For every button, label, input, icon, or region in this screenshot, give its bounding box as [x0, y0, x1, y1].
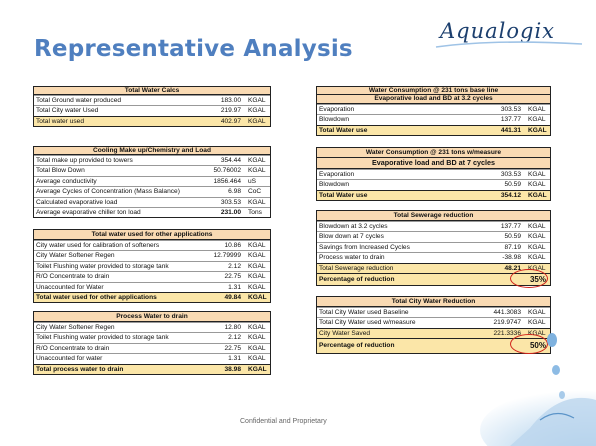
- highlight-circle: [510, 269, 548, 288]
- table-row: City water used for calibration of softeners 10.86 KGAL: [34, 240, 270, 250]
- table-row: Total City Water used w/measure 219.9747 KGAL: [317, 317, 550, 327]
- table-row: City Water Softener Regen 12.79999 KGAL: [34, 250, 270, 260]
- table-row: Blow down at 7 cycles 50.59 KGAL: [317, 231, 550, 241]
- table-title: Water Consumption @ 231 tons w/measure: [317, 148, 550, 158]
- table-row: Unaccounted for water 1.31 KGAL: [34, 353, 270, 363]
- percentage-value: 50%: [529, 341, 546, 351]
- slide-title: Representative Analysis: [34, 36, 353, 62]
- table-row: Average evaporative chiller ton load 231.00 Tons: [34, 207, 270, 217]
- table-row: Total City water Used 219.97 KGAL: [34, 105, 270, 115]
- table-title: Total Sewerage reduction: [317, 211, 550, 221]
- logo-swoosh-icon: [434, 38, 584, 50]
- table-title: Cooling Make up/Chemistry and Load: [34, 147, 270, 155]
- table-title: Water Consumption @ 231 tons base line: [317, 87, 550, 95]
- percentage-row: Percentage of reduction 50%: [317, 338, 550, 353]
- table-title: Total Water Calcs: [34, 87, 270, 95]
- cooling-makeup-table: [33, 146, 271, 218]
- total-row: City Water Saved 221.3336 KGAL: [317, 328, 550, 338]
- total-row: Total water used 402.97 KGAL: [34, 116, 270, 126]
- footer-text: Confidential and Proprietary: [240, 418, 327, 425]
- table-row: Blowdown at 3.2 cycles 137.77 KGAL: [317, 221, 550, 231]
- table-row: Calculated evaporative load 303.53 KGAL: [34, 197, 270, 207]
- other-applications-table: [33, 229, 271, 303]
- total-row: Total water used for other applications 49.84 KGAL: [34, 292, 270, 302]
- table-row: Blowdown 50.59 KGAL: [317, 179, 550, 189]
- total-row: Total Sewerage reduction 48.21 KGAL: [317, 263, 550, 273]
- table-row: R/O Concentrate to drain 22.75 KGAL: [34, 343, 270, 353]
- table-row: Toilet Flushing water provided to storage tank 2.12 KGAL: [34, 332, 270, 342]
- table-subtitle: Evaporative load and BD at 7 cycles: [317, 158, 550, 169]
- table-title: Total City Water Reduction: [317, 297, 550, 307]
- total-water-calcs-table: [33, 86, 271, 127]
- company-logo: [434, 16, 584, 50]
- table-title: Process Water to drain: [34, 312, 270, 322]
- water-splash-image: [470, 300, 596, 446]
- total-row: Total Water use 354.12 KGAL: [317, 190, 550, 200]
- table-row: Savings from Increased Cycles 87.19 KGAL: [317, 242, 550, 252]
- table-row: Blowdown 137.77 KGAL: [317, 114, 550, 124]
- table-row: Total City Water used Baseline 441.3083 KGAL: [317, 307, 550, 317]
- table-row: Evaporation 303.53 KGAL: [317, 169, 550, 179]
- percentage-value: 35%: [529, 274, 546, 284]
- logo-text: Aqualogix: [440, 19, 556, 43]
- consumption-measure-table: [316, 147, 551, 201]
- process-water-table: [33, 311, 271, 375]
- table-row: Evaporation 303.53 KGAL: [317, 104, 550, 114]
- table-row: Average Cycles of Concentration (Mass Balance) 6.98 CoC: [34, 186, 270, 196]
- total-row: Total Water use 441.31 KGAL: [317, 125, 550, 135]
- table-row: R/O Concentrate to drain 22.75 KGAL: [34, 271, 270, 281]
- total-row: Total process water to drain 38.98 KGAL: [34, 364, 270, 374]
- table-subtitle: Evaporative load and BD at 3.2 cycles: [317, 95, 550, 104]
- table-row: Unaccounted for Water 1.31 KGAL: [34, 282, 270, 292]
- table-row: Process water to drain -38.98 KGAL: [317, 252, 550, 262]
- table-row: Total Blow Down 50.76002 KGAL: [34, 165, 270, 175]
- table-row: City Water Softener Regen 12.80 KGAL: [34, 322, 270, 332]
- percentage-row: Percentage of reduction 35%: [317, 273, 550, 285]
- table-title: Total water used for other applications: [34, 230, 270, 240]
- consumption-baseline-table: [316, 86, 551, 136]
- table-row: Total make up provided to towers 354.44 KGAL: [34, 155, 270, 165]
- table-row: Toilet Flushing water provided to storage tank 2.12 KGAL: [34, 261, 270, 271]
- table-row: Total Ground water produced 183.00 KGAL: [34, 95, 270, 105]
- table-row: Average conductivity 1856.464 uS: [34, 176, 270, 186]
